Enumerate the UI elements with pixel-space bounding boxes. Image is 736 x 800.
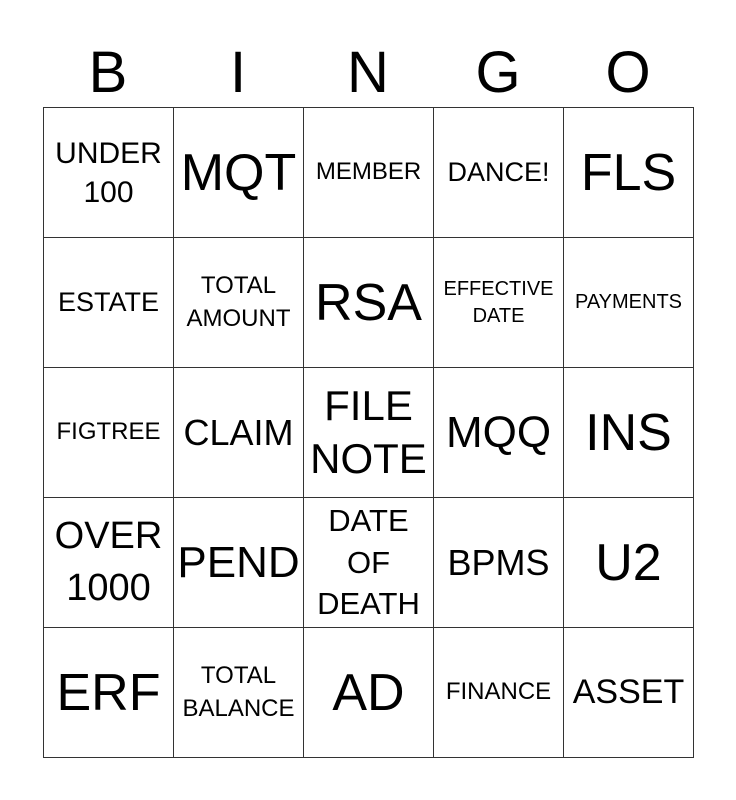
bingo-cell[interactable] <box>564 238 694 368</box>
cell-label: MQT <box>180 143 297 202</box>
cell-label: INS <box>585 403 672 462</box>
bingo-cell[interactable] <box>564 108 694 238</box>
bingo-cell[interactable] <box>44 368 174 498</box>
bingo-cell[interactable] <box>44 498 174 628</box>
bingo-cell[interactable] <box>564 498 694 628</box>
cell-label: ESTATE <box>57 286 159 317</box>
cell-label: FLS <box>580 143 677 202</box>
bingo-cell[interactable] <box>304 368 434 498</box>
bingo-cell[interactable] <box>44 108 174 238</box>
bingo-cell[interactable] <box>434 238 564 368</box>
cell-label: BPMS <box>447 541 550 583</box>
cell-label: TOTAL AMOUNT <box>186 272 291 332</box>
bingo-board <box>43 107 694 758</box>
bingo-cell[interactable] <box>304 238 434 368</box>
cell-label: AD <box>332 663 405 722</box>
bingo-cell[interactable] <box>174 498 304 628</box>
cell-label: MEMBER <box>315 158 422 186</box>
header-letter-i: I <box>229 40 247 105</box>
bingo-cell[interactable] <box>44 628 174 758</box>
bingo-cell[interactable] <box>304 628 434 758</box>
cell-label: FIGTREE <box>56 418 161 446</box>
cell-label: EFFECTIVE DATE <box>443 277 554 327</box>
bingo-cell[interactable] <box>564 368 694 498</box>
cell-label: DANCE! <box>447 156 550 187</box>
cell-label: OVER 1000 <box>54 515 163 609</box>
header-letter-g: G <box>475 40 521 105</box>
header-letter-o: O <box>605 40 651 105</box>
cell-label: PEND <box>177 537 300 587</box>
cell-label: PAYMENTS <box>574 291 683 313</box>
bingo-cell[interactable] <box>434 498 564 628</box>
cell-label: ASSET <box>572 672 685 711</box>
bingo-cell[interactable] <box>44 238 174 368</box>
cell-label: RSA <box>315 273 422 332</box>
bingo-cell[interactable] <box>304 108 434 238</box>
bingo-cell[interactable] <box>434 108 564 238</box>
header-letter-b: B <box>88 40 128 105</box>
bingo-cell[interactable] <box>434 368 564 498</box>
cell-label: U2 <box>595 533 662 592</box>
bingo-cell[interactable] <box>304 498 434 628</box>
bingo-cell[interactable] <box>174 108 304 238</box>
cell-label: UNDER 100 <box>55 136 162 209</box>
header-letter-n: N <box>347 40 389 105</box>
cell-label: MQQ <box>445 407 552 457</box>
cell-label: FINANCE <box>445 678 552 706</box>
bingo-cell[interactable] <box>174 368 304 498</box>
cell-label: CLAIM <box>183 411 294 453</box>
cell-label: ERF <box>56 663 161 722</box>
bingo-header <box>43 40 693 106</box>
cell-label: FILE NOTE <box>310 382 427 482</box>
cell-label: TOTAL BALANCE <box>182 662 295 722</box>
bingo-cell[interactable] <box>174 628 304 758</box>
bingo-cell[interactable] <box>434 628 564 758</box>
cell-label: DATE OF DEATH <box>317 502 420 622</box>
bingo-cell[interactable] <box>174 238 304 368</box>
bingo-cell[interactable] <box>564 628 694 758</box>
